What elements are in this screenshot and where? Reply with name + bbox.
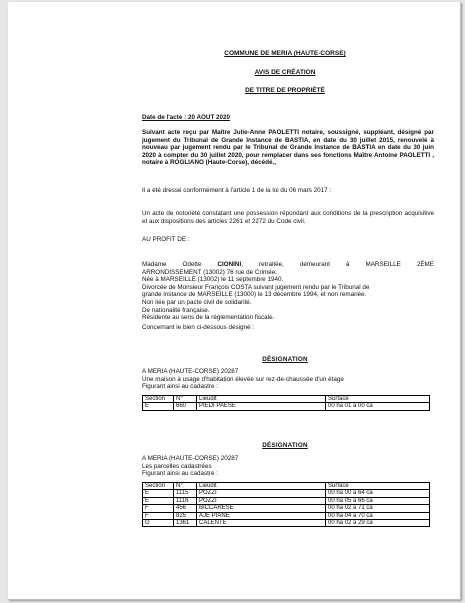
table-cell: 660 bbox=[174, 403, 197, 410]
document-page bbox=[8, 2, 461, 600]
table-cell: 00 ha 02 a 29 ca bbox=[326, 520, 430, 527]
table-row bbox=[143, 403, 430, 410]
table-cell: F bbox=[143, 505, 174, 512]
designation-commune: A MERIA (HAUTE-CORSE) 20287 bbox=[142, 455, 239, 462]
designation-desc: Les parcelles cadastrées bbox=[142, 462, 212, 470]
designation-title: DÉSIGNATION bbox=[262, 442, 308, 449]
table-cell: AJE PIANE bbox=[197, 512, 326, 519]
beneficiaire-post: , retraitée, demeurant à MARSEILLE 2ÈME bbox=[241, 261, 434, 268]
designation-title: DÉSIGNATION bbox=[262, 356, 308, 363]
designation-figurant: Figurant ainsi au cadastre : bbox=[142, 470, 218, 478]
avis-heading: AVIS DE CRÉATION bbox=[254, 69, 316, 76]
beneficiaire-line: Non liée par un pacte civil de solidarité. bbox=[142, 298, 252, 306]
designation-block bbox=[142, 368, 434, 391]
table-cell: CALENTE bbox=[197, 520, 326, 527]
table-row bbox=[143, 512, 430, 519]
table-cell: 00 ha 00 a 64 ca bbox=[326, 490, 430, 497]
table-cell: BICCARESE bbox=[197, 505, 326, 512]
designation-figurant: Figurant ainsi au cadastre : bbox=[142, 383, 218, 391]
table-cell: 1115 bbox=[174, 490, 197, 497]
table-cell: 456 bbox=[174, 505, 197, 512]
table-cell: 00 ha 02 a 71 ca bbox=[326, 505, 430, 512]
table-cell: 1361 bbox=[174, 520, 197, 527]
paragraph-notaire: Suivant acte reçu par Maître Julie-Anne PAOLETTI notaire, soussigné, suppléant, désigné par jugement du Tribunal de Grande Instance de BASTIA, en date du 30 juillet 2015, renouvelé à nouveau par jugement rendu par le Tribunal de Grande Instance de BASTIA en date du 30 juin 2020 à compter du 30 juillet 2020, pour remplacer dans ses fonctions Maître Antoine PAOLETTI , notaire à ROGLIANO (Haute-Corse), décédé., bbox=[142, 129, 434, 167]
paragraph-acte: Un acte de notoriété constatant une possession répondant aux conditions de la prescription acquisitive et aux dispositions des articles 2261 et 2272 du Code civil. bbox=[142, 210, 434, 225]
beneficiaire-block bbox=[142, 261, 434, 322]
column-header: Section bbox=[143, 483, 174, 490]
table-cell: PIEDI PAESE bbox=[197, 403, 326, 410]
column-header: Surface bbox=[326, 483, 430, 490]
table-row bbox=[143, 505, 430, 512]
column-header: Section bbox=[143, 396, 174, 403]
table-row bbox=[143, 497, 430, 504]
table-cell: 825 bbox=[174, 512, 197, 519]
concernant-text: Concernant le bien ci-dessous désigné : bbox=[142, 324, 255, 331]
column-header: N° bbox=[174, 483, 197, 490]
designation-block bbox=[142, 455, 434, 478]
beneficiaire-line: De nationalité française. bbox=[142, 306, 210, 314]
beneficiaire-line: Divorcée de Monsieur François COSTA suivant jugement rendu par le Tribunal de bbox=[142, 283, 370, 291]
commune-heading: COMMUNE DE MERIA (HAUTE-CORSE) bbox=[224, 50, 346, 57]
table-header-row bbox=[143, 483, 430, 490]
designation-desc: Une maison à usage d'habitation élevée sur rez-de-chaussée d'un étage bbox=[142, 375, 344, 383]
titre-heading: DE TITRE DE PROPRIÉTÉ bbox=[245, 87, 325, 94]
table-cell: 00 ha 05 a 66 ca bbox=[326, 497, 430, 504]
column-header: N° bbox=[174, 396, 197, 403]
table-header-row bbox=[143, 396, 430, 403]
table-cell: POZZI bbox=[197, 490, 326, 497]
table-cell: 00 ha 01 a 00 ca bbox=[326, 403, 430, 410]
table-cell: G bbox=[143, 520, 174, 527]
column-header: Lieudit bbox=[197, 483, 326, 490]
table-cell: F bbox=[143, 512, 174, 519]
au-profit-label: AU PROFIT DE : bbox=[142, 236, 190, 243]
column-header: Surface bbox=[326, 396, 430, 403]
designation-commune: A MERIA (HAUTE-CORSE) 20287 bbox=[142, 368, 239, 375]
beneficiaire-name: CIONINI bbox=[217, 261, 242, 268]
beneficiaire-line bbox=[142, 261, 434, 269]
table-cell: 00 ha 04 a 70 ca bbox=[326, 512, 430, 519]
beneficiaire-line: grande instance de MARSEILLE (13000) le 13 décembre 1994, et non remariée. bbox=[142, 291, 367, 299]
table-row bbox=[143, 520, 430, 527]
beneficiaire-line: ARRONDISSEMENT (13002) 76 rue de Crimée. bbox=[142, 268, 277, 276]
beneficiaire-line: Résidente au sens de la réglementation fiscale. bbox=[142, 314, 275, 322]
table-cell: E bbox=[143, 403, 174, 410]
cadastre-table bbox=[142, 395, 430, 411]
table-cell: E bbox=[143, 490, 174, 497]
cadastre-table bbox=[142, 482, 430, 527]
date-acte: Date de l'acte : 20 AOUT 2020 bbox=[142, 114, 231, 121]
table-cell: 1116 bbox=[174, 497, 197, 504]
table-row bbox=[143, 490, 430, 497]
column-header: Lieudit bbox=[197, 396, 326, 403]
table-cell: POZZI bbox=[197, 497, 326, 504]
beneficiaire-pre: Madame Odette bbox=[142, 261, 218, 268]
table-cell: E bbox=[143, 497, 174, 504]
paragraph-loi: Il a été dressé conformément à l'article 1 de la loi du 06 mars 2017 : bbox=[142, 187, 332, 194]
beneficiaire-line: Née à MARSEILLE (13002) le 11 septembre 1940. bbox=[142, 276, 284, 284]
